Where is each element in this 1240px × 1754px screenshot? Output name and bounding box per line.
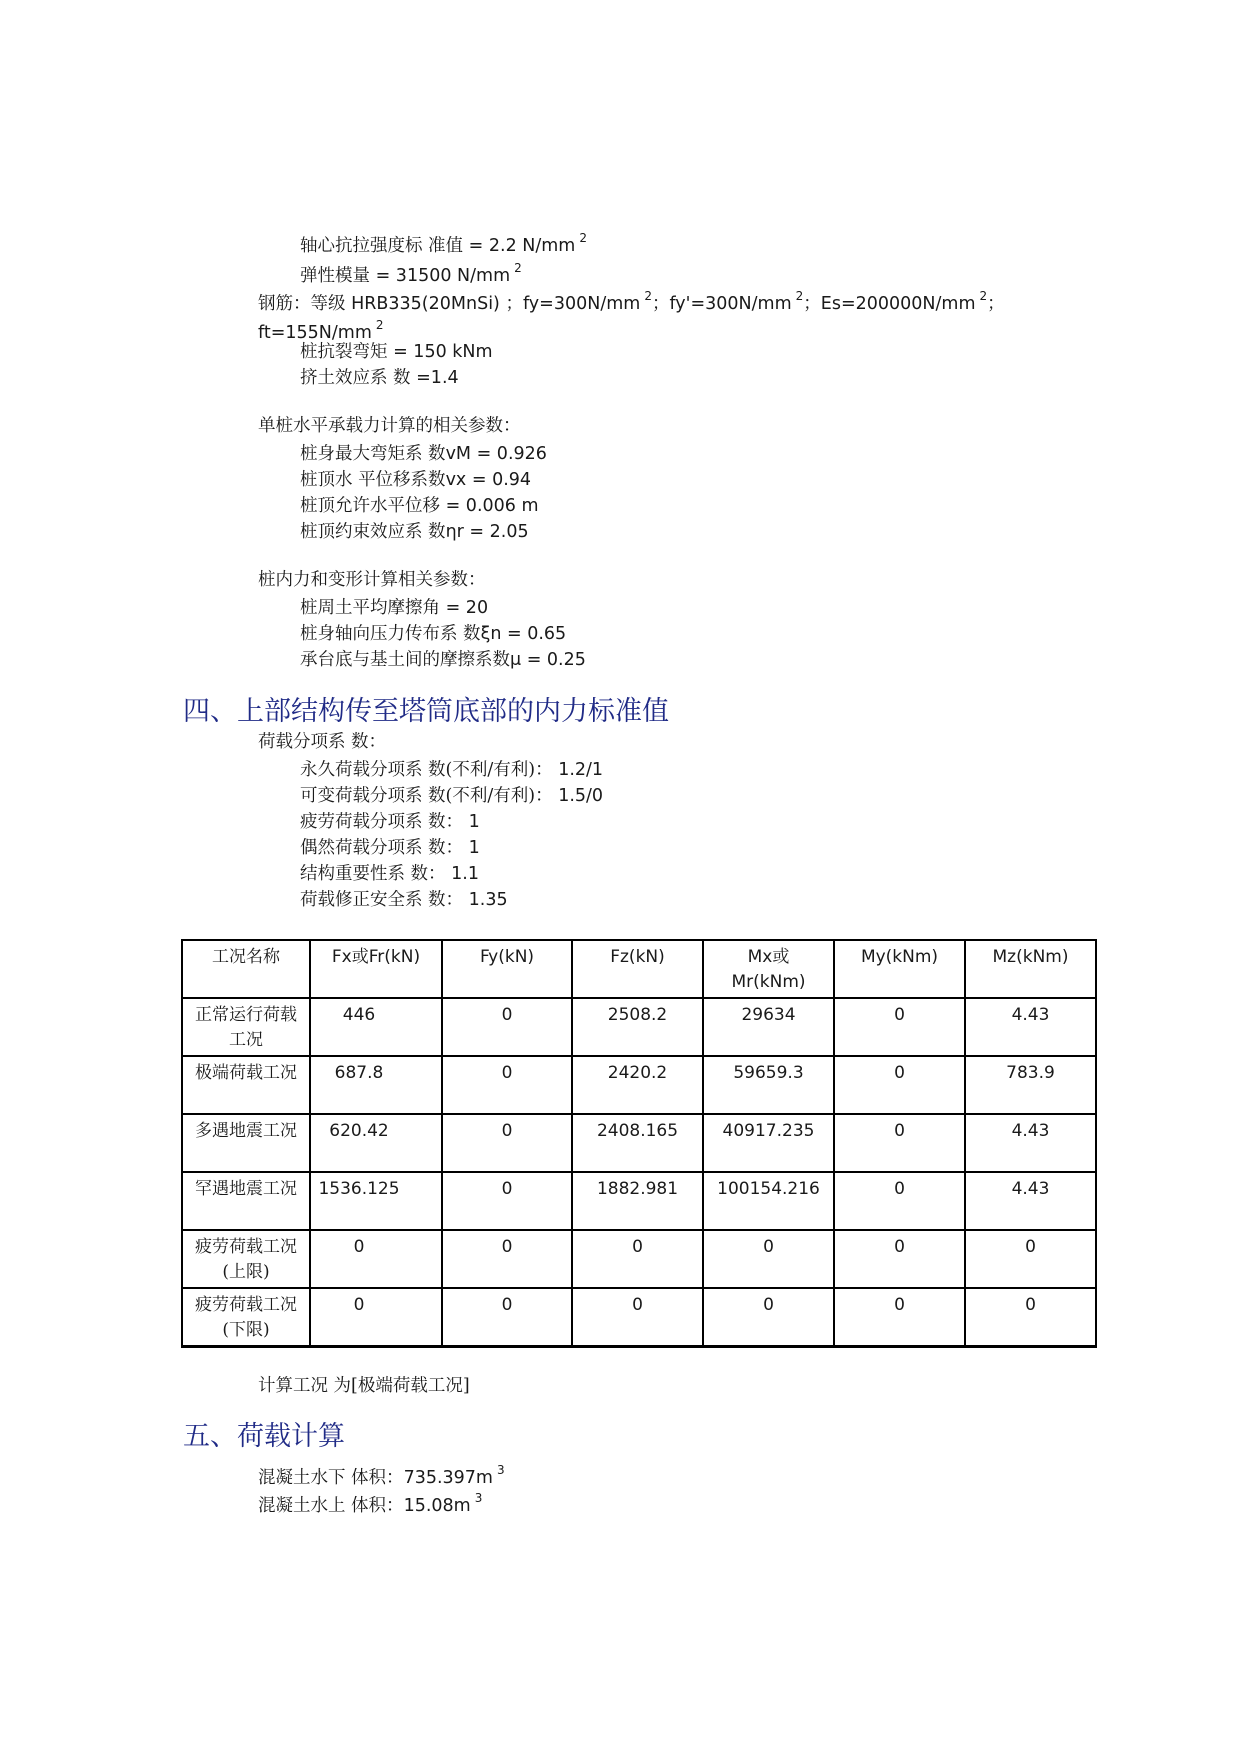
table-cell: 620.42 [310,1114,442,1172]
table-cell: 0 [834,1056,965,1114]
table-cell: 0 [442,1288,572,1347]
table-cell: 0 [310,1288,442,1347]
table-row [182,1114,1096,1172]
table-cell: 100154.216 [703,1172,834,1230]
table-cell: 783.9 [965,1056,1096,1114]
table-row [182,998,1096,1056]
crack-moment-line: 桩抗裂弯矩 = 150 kNm [300,342,493,362]
table-cell: 0 [572,1230,703,1288]
internal-params-title: 桩内力和变形计算相关参数： [258,570,486,590]
table-cell: 4.43 [965,1172,1096,1230]
table-header: Mz(kNm) [965,940,1096,998]
table-header: Fx或Fr(kN) [310,940,442,998]
elastic-modulus-line: 弹性模量 = 31500 N/mm $^2$ [300,261,522,286]
table-cell: 687.8 [310,1056,442,1114]
steel-line-1: 钢筋：等级 HRB335(20MnSi) ；fy=300N/mm $^2$；fy'=300N/mm $^2$；Es=200000N/mm $^2$； [258,289,1005,314]
table-header: 工况名称 [182,940,310,998]
table-cell: 0 [703,1230,834,1288]
horizontal-params-title: 单桩水平承载力计算的相关参数： [258,416,521,436]
table-cell: 0 [442,998,572,1056]
table-cell: 正常运行荷载工况 [182,998,310,1056]
table-cell: 29634 [703,998,834,1056]
table-header: Mx或 Mr(kNm) [703,940,834,998]
param-line: 桩顶水 平位移系数vx = 0.94 [300,470,532,490]
table-header: My(kNm) [834,940,965,998]
tensile-std-line: 轴心抗拉强度标 准值 = 2.2 N/mm $^2$ [300,231,587,256]
table-cell: 4.43 [965,998,1096,1056]
param-line: 桩周土平均摩擦角 = 20 [300,598,489,618]
factor-line: 永久荷载分项系 数(不利/有利)： 1.2/1 [300,760,604,780]
table-row [182,1172,1096,1230]
table-cell: 疲劳荷载工况(下限) [182,1288,310,1347]
section-4-heading: 四、上部结构传至塔筒底部的内力标准值 [183,696,669,727]
table-row [182,1056,1096,1114]
table-cell: 罕遇地震工况 [182,1172,310,1230]
section-4-subtitle: 荷载分项系 数： [258,732,387,752]
table-row [182,1230,1096,1288]
volume-line: 混凝土水下 体积：735.397m $^3$ [258,1463,505,1488]
param-line: 桩身最大弯矩系 数vM = 0.926 [300,444,547,464]
steel-line-2: ft=155N/mm $^2$ [258,318,384,343]
table-cell: 2508.2 [572,998,703,1056]
table-header: Fz(kN) [572,940,703,998]
table-cell: 0 [834,1288,965,1347]
table-cell: 0 [834,998,965,1056]
param-line: 桩身轴向压力传布系 数ξn = 0.65 [300,624,567,644]
table-cell: 0 [442,1230,572,1288]
table-cell: 2408.165 [572,1114,703,1172]
table-header-row [182,940,1096,998]
param-line: 桩顶约束效应系 数ηr = 2.05 [300,522,529,542]
factor-line: 荷载修正安全系 数： 1.35 [300,890,508,910]
param-line: 承台底与基土间的摩擦系数μ = 0.25 [300,650,586,670]
table-cell: 1536.125 [310,1172,442,1230]
table-cell: 1882.981 [572,1172,703,1230]
volume-line: 混凝土水上 体积：15.08m $^3$ [258,1491,483,1516]
table-cell: 疲劳荷载工况(上限) [182,1230,310,1288]
table-cell: 40917.235 [703,1114,834,1172]
table-cell: 0 [834,1114,965,1172]
table-cell: 2420.2 [572,1056,703,1114]
section-5-heading: 五、荷载计算 [183,1421,345,1452]
table-cell: 极端荷载工况 [182,1056,310,1114]
table-cell: 0 [442,1114,572,1172]
factor-line: 疲劳荷载分项系 数： 1 [300,812,480,832]
table-cell: 446 [310,998,442,1056]
table-cell: 0 [965,1230,1096,1288]
table-cell: 0 [965,1288,1096,1347]
table-cell: 4.43 [965,1114,1096,1172]
table-cell: 59659.3 [703,1056,834,1114]
table-header: Fy(kN) [442,940,572,998]
table-cell: 0 [834,1172,965,1230]
param-line: 桩顶允许水平位移 = 0.006 m [300,496,539,516]
load-table [181,939,1097,1348]
factor-line: 可变荷载分项系 数(不利/有利)： 1.5/0 [300,786,604,806]
table-cell: 0 [310,1230,442,1288]
table-row [182,1288,1096,1347]
table-cell: 0 [572,1288,703,1347]
table-cell: 0 [442,1172,572,1230]
factor-line: 结构重要性系 数： 1.1 [300,864,479,884]
factor-line: 偶然荷载分项系 数： 1 [300,838,480,858]
calc-case-note: 计算工况 为[极端荷载工况] [258,1376,470,1396]
table-cell: 0 [703,1288,834,1347]
table-cell: 0 [834,1230,965,1288]
squeeze-coeff-line: 挤土效应系 数 =1.4 [300,368,459,388]
table-cell: 0 [442,1056,572,1114]
table-cell: 多遇地震工况 [182,1114,310,1172]
